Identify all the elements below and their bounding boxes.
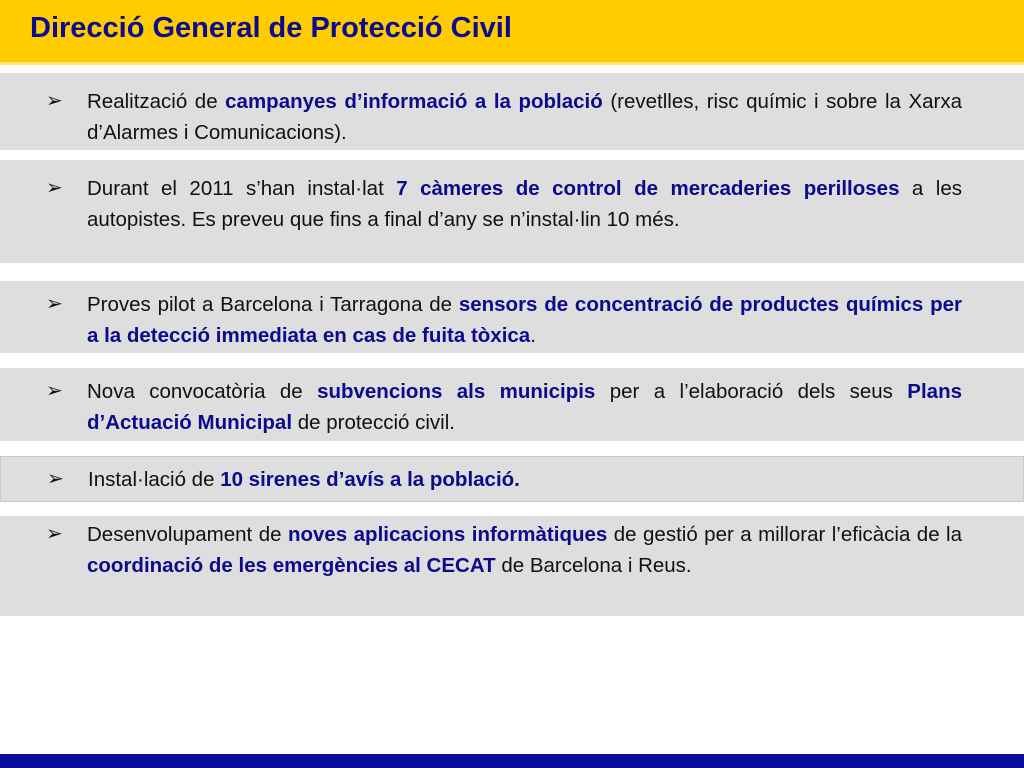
highlight-text: subvencions als municipis	[317, 380, 596, 403]
text-run: Realització de	[87, 90, 226, 113]
page-title: Direcció General de Protecció Civil	[30, 12, 512, 44]
text-run: .	[530, 324, 536, 347]
text-run: de gestió per a millorar l’eficàcia de la	[607, 523, 963, 546]
text-run: Instal·lació de	[88, 468, 221, 491]
title-bar	[0, 0, 1024, 62]
arrow-bullet-icon: ➢	[46, 90, 63, 112]
bullet-box	[0, 160, 1024, 263]
highlight-text: sensors de concentració de productes químics per a la detecció immediata en cas de fuita tòxica	[87, 293, 962, 347]
arrow-bullet-icon: ➢	[46, 523, 63, 545]
highlight-text: 7 càmeres de control de mercaderies perilloses	[396, 177, 900, 200]
text-run: de protecció civil.	[292, 411, 455, 434]
title-bar-underline	[0, 62, 1024, 65]
text-run: (revetlles, risc químic i sobre la Xarxa d’Alarmes i Comunicacions).	[87, 90, 962, 144]
bullet-box	[0, 456, 1024, 502]
text-run: Nova convocatòria de	[87, 380, 318, 403]
arrow-bullet-icon: ➢	[46, 293, 63, 315]
highlight-text: coordinació de les emergències al CECAT	[87, 554, 496, 577]
bullet-text	[87, 289, 962, 351]
highlight-text: noves aplicacions informàtiques	[287, 523, 608, 546]
bullet-text	[87, 376, 962, 438]
text-run: Durant el 2011 s’han instal·lat	[87, 177, 397, 200]
bullet-box	[0, 516, 1024, 616]
footer-bar	[0, 754, 1024, 768]
text-run: Desenvolupament de	[87, 523, 288, 546]
bullet-text	[88, 464, 963, 495]
bullet-text	[87, 86, 962, 148]
text-run: a les autopistes. Es preveu que fins a final d’any se n’instal·lin 10 més.	[87, 177, 963, 231]
bullet-text	[87, 519, 962, 581]
bullet-box	[0, 368, 1024, 441]
highlight-text: Plans d’Actuació Municipal	[87, 380, 962, 434]
bullet-text	[87, 173, 962, 235]
arrow-bullet-icon: ➢	[47, 468, 64, 490]
text-run: per a l’elaboració dels seus	[595, 380, 908, 403]
highlight-text: campanyes d’informació a la població	[225, 90, 603, 113]
arrow-bullet-icon: ➢	[46, 177, 63, 199]
arrow-bullet-icon: ➢	[46, 380, 63, 402]
bullet-box	[0, 73, 1024, 150]
text-run: Proves pilot a Barcelona i Tarragona de	[87, 293, 459, 316]
text-run: de Barcelona i Reus.	[495, 554, 692, 577]
bullet-box	[0, 281, 1024, 353]
highlight-text: 10 sirenes d’avís a la població.	[220, 468, 520, 491]
